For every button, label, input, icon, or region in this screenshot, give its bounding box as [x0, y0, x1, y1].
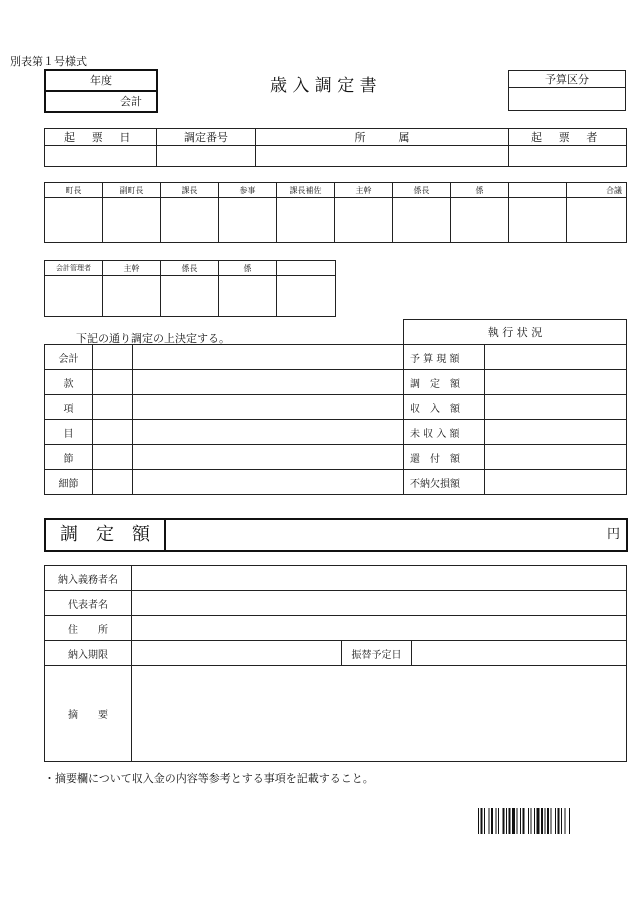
issue-date-header: 起 票 日 [45, 129, 157, 146]
approval-header-deputy-mayor: 副町長 [103, 183, 161, 198]
budget-code-cell[interactable] [93, 420, 133, 445]
execution-label-loss-amount: 不納欠損額 [404, 470, 485, 495]
execution-label-adjusted-amount: 調 定 額 [404, 370, 485, 395]
execution-label-uncollected-amount: 未 収 入 額 [404, 420, 485, 445]
execution-value-cell[interactable] [485, 345, 627, 370]
approval-table [44, 182, 627, 243]
budget-code-cell[interactable] [93, 395, 133, 420]
payer-table [44, 565, 627, 762]
budget-name-cell[interactable] [133, 395, 404, 420]
execution-label-budget-amount: 予 算 現 額 [404, 345, 485, 370]
budget-category-box [508, 70, 626, 111]
budget-label-clause: 節 [45, 445, 93, 470]
accounting-header-manager: 会計管理者 [45, 261, 103, 276]
adjustment-number-cell[interactable] [157, 146, 256, 167]
approval-header-consultation: 合議 [567, 183, 627, 198]
address-input[interactable] [132, 616, 627, 641]
payer-name-label: 納入義務者名 [45, 566, 132, 591]
budget-code-cell[interactable] [93, 470, 133, 495]
approval-stamp-cell[interactable] [393, 198, 451, 243]
budget-label-subclause: 細節 [45, 470, 93, 495]
approval-header-counselor: 参事 [219, 183, 277, 198]
accounting-stamp-cell[interactable] [219, 276, 277, 317]
budget-code-cell[interactable] [93, 345, 133, 370]
accounting-header-staff: 係 [219, 261, 277, 276]
execution-value-cell[interactable] [485, 370, 627, 395]
execution-value-cell[interactable] [485, 420, 627, 445]
approval-stamp-cell[interactable] [509, 198, 567, 243]
adjustment-amount-label: 調 定 額 [46, 520, 166, 550]
approval-header-assistant-chief: 課長補佐 [277, 183, 335, 198]
account-label: 会計 [120, 95, 142, 108]
payer-name-input[interactable] [132, 566, 627, 591]
budget-label-subitem: 目 [45, 420, 93, 445]
budget-label-item: 項 [45, 395, 93, 420]
budget-name-cell[interactable] [133, 470, 404, 495]
representative-label: 代表者名 [45, 591, 132, 616]
execution-value-cell[interactable] [485, 445, 627, 470]
year-label: 年度 [46, 71, 156, 92]
representative-input[interactable] [132, 591, 627, 616]
approval-header-section-chief: 課長 [161, 183, 219, 198]
accounting-table [44, 260, 336, 317]
approval-stamp-cell[interactable] [335, 198, 393, 243]
remarks-input[interactable] [132, 666, 627, 762]
accounting-stamp-cell[interactable] [277, 276, 336, 317]
accounting-header-blank [277, 261, 336, 276]
transfer-date-input[interactable] [412, 641, 627, 666]
issue-date-cell[interactable] [45, 146, 157, 167]
budget-label-section: 款 [45, 370, 93, 395]
form-number: 別表第１号様式 [10, 55, 87, 68]
remarks-label: 摘 要 [45, 666, 132, 762]
approval-stamp-cell[interactable] [451, 198, 509, 243]
accounting-stamp-cell[interactable] [161, 276, 219, 317]
accounting-header-supervisor: 主幹 [103, 261, 161, 276]
department-header: 所 属 [256, 129, 509, 146]
approval-stamp-cell[interactable] [103, 198, 161, 243]
execution-label-refund-amount: 還 付 額 [404, 445, 485, 470]
execution-label-received-amount: 収 入 額 [404, 395, 485, 420]
issuer-cell[interactable] [509, 146, 627, 167]
yen-unit: 円 [606, 527, 620, 542]
budget-category-value[interactable] [509, 88, 626, 111]
deadline-label: 納入期限 [45, 641, 132, 666]
approval-stamp-cell[interactable] [567, 198, 627, 243]
budget-label-account: 会計 [45, 345, 93, 370]
execution-value-cell[interactable] [485, 470, 627, 495]
footnote: ・摘要欄について収入金の内容等参考とする事項を記載すること。 [44, 772, 374, 785]
approval-stamp-cell[interactable] [45, 198, 103, 243]
execution-value-cell[interactable] [485, 395, 627, 420]
address-label: 住 所 [45, 616, 132, 641]
approval-stamp-cell[interactable] [277, 198, 335, 243]
budget-code-cell[interactable] [93, 445, 133, 470]
transfer-date-label: 振替予定日 [342, 641, 412, 666]
approval-header-unit-chief: 係長 [393, 183, 451, 198]
approval-stamp-cell[interactable] [219, 198, 277, 243]
issue-info-table [44, 128, 627, 167]
approval-stamp-cell[interactable] [161, 198, 219, 243]
year-account-box [44, 69, 158, 113]
budget-name-cell[interactable] [133, 420, 404, 445]
accounting-stamp-cell[interactable] [45, 276, 103, 317]
accounting-header-unit-chief: 係長 [161, 261, 219, 276]
approval-header-staff: 係 [451, 183, 509, 198]
approval-header-blank [509, 183, 567, 198]
budget-code-cell[interactable] [93, 370, 133, 395]
barcode-icon [478, 808, 615, 834]
issuer-header: 起 票 者 [509, 129, 627, 146]
adjustment-amount-input[interactable] [166, 520, 606, 550]
decision-statement: 下記の通り調定の上決定する。 [76, 332, 230, 345]
page-title: 歳 入 調 定 書 [270, 76, 377, 96]
budget-name-cell[interactable] [133, 345, 404, 370]
budget-name-cell[interactable] [133, 445, 404, 470]
adjustment-number-header: 調定番号 [157, 129, 256, 146]
execution-status-title: 執 行 状 況 [403, 319, 627, 345]
accounting-stamp-cell[interactable] [103, 276, 161, 317]
budget-execution-table [44, 344, 627, 495]
approval-header-supervisor: 主幹 [335, 183, 393, 198]
deadline-input[interactable] [132, 641, 342, 666]
budget-name-cell[interactable] [133, 370, 404, 395]
approval-header-mayor: 町長 [45, 183, 103, 198]
adjustment-amount-box [44, 518, 628, 552]
department-cell[interactable] [256, 146, 509, 167]
budget-category-label: 予算区分 [509, 71, 626, 88]
